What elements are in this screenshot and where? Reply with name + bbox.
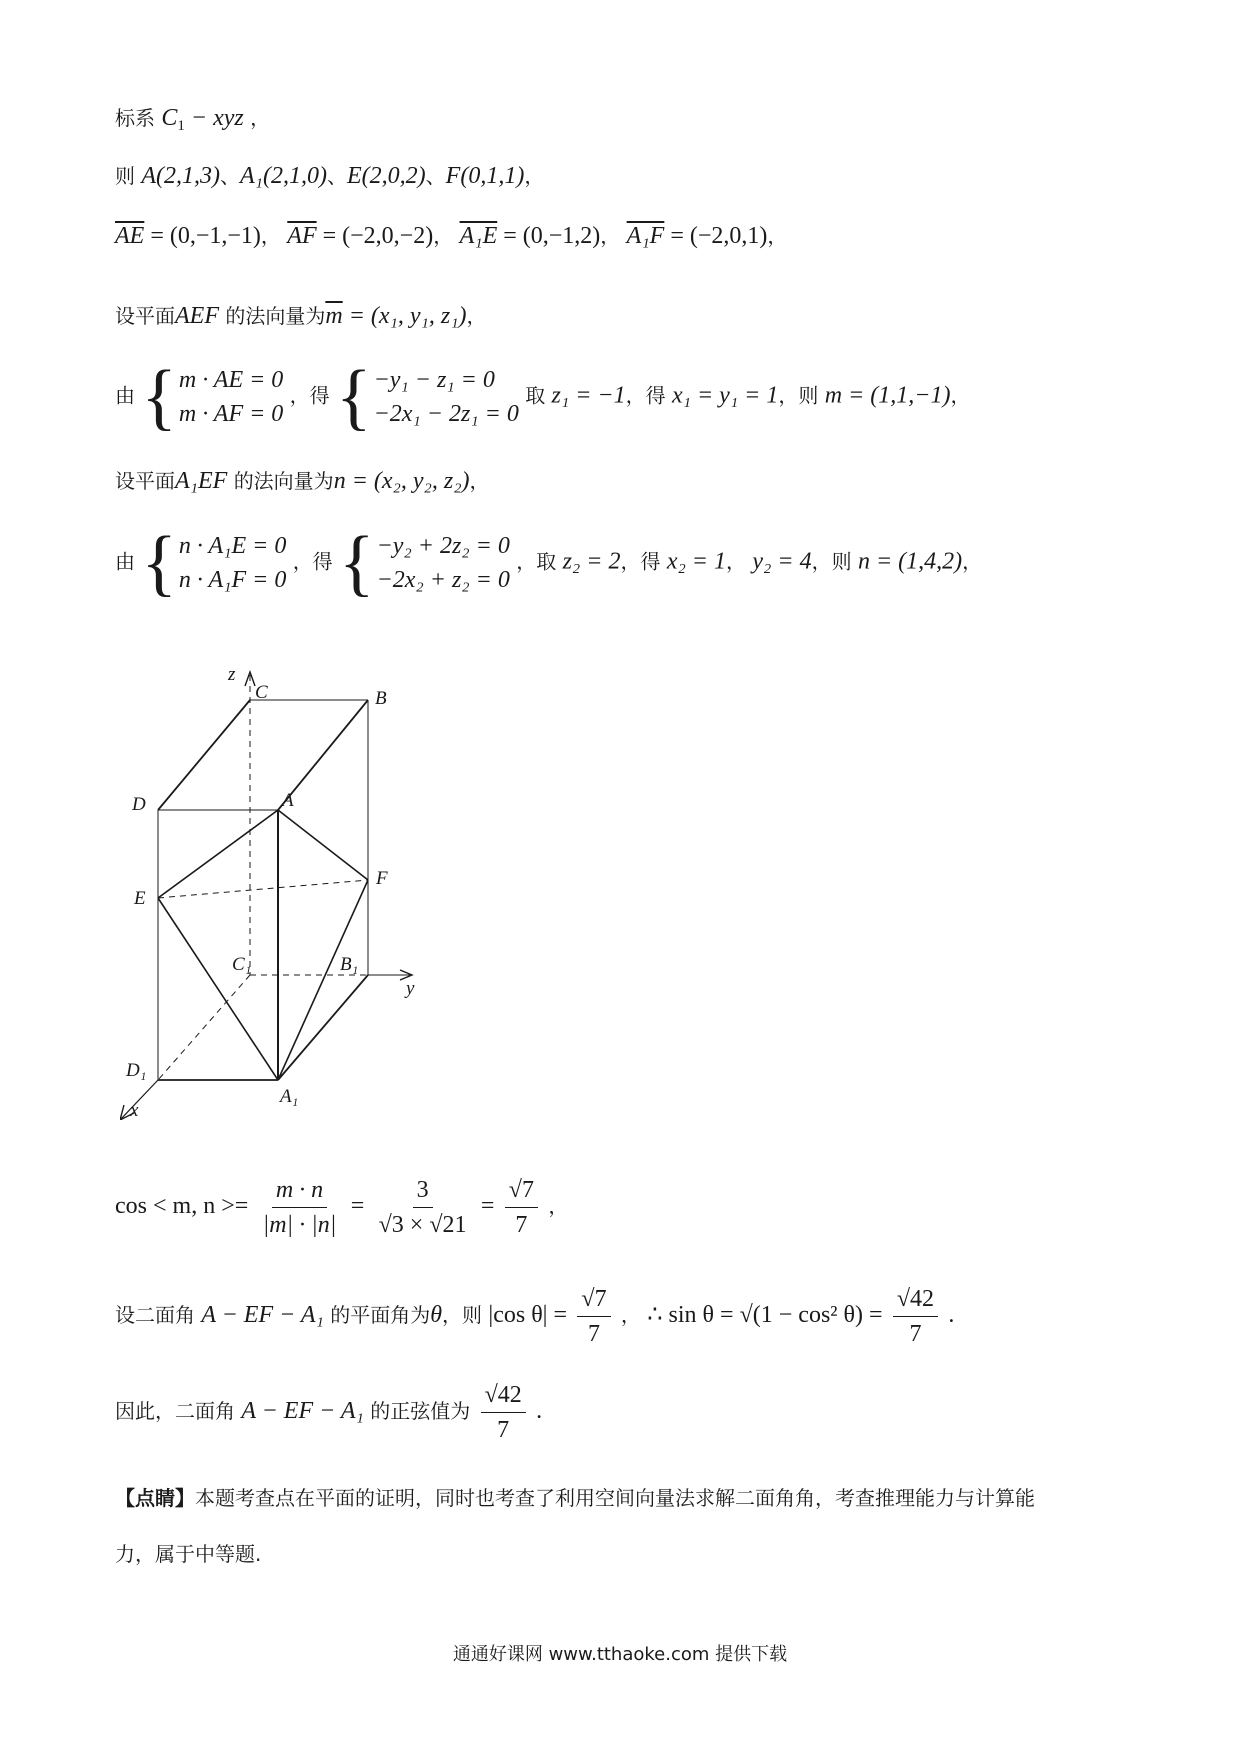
punct: ， bbox=[600, 224, 621, 248]
label-y: y bbox=[406, 978, 415, 999]
punct: 、 bbox=[327, 164, 348, 188]
denominator: 7 bbox=[587, 1321, 600, 1347]
line-points bbox=[115, 160, 544, 190]
abs-cos: |cos θ| = bbox=[488, 1302, 568, 1328]
label-A1: A₁ bbox=[280, 1086, 299, 1107]
punct: ， bbox=[950, 383, 971, 408]
equation: −2x₂ + z₂ = 0 bbox=[376, 567, 510, 593]
numerator: √42 bbox=[893, 1284, 938, 1317]
vector-AF-value: = (−2,0,−2) bbox=[316, 223, 434, 249]
cos-lhs: cos < m, n >= bbox=[115, 1193, 249, 1219]
line-system-m bbox=[115, 356, 971, 438]
equation: n · A₁F = 0 bbox=[178, 567, 287, 593]
line-conclusion bbox=[115, 1380, 542, 1445]
math: x₂ = 1 bbox=[666, 548, 727, 575]
punct: ， bbox=[726, 549, 747, 574]
text: 的正弦值为 bbox=[370, 1399, 471, 1423]
label-B1: B₁ bbox=[340, 954, 359, 975]
math: y₂ = 4 bbox=[752, 548, 812, 575]
equation: −2x₁ − 2z₁ = 0 bbox=[373, 401, 519, 427]
text: 因此，二面角 bbox=[115, 1399, 235, 1423]
math: x₁ = y₁ = 1 bbox=[671, 382, 779, 409]
label-z: z bbox=[228, 664, 236, 685]
text: 由 bbox=[115, 383, 135, 408]
label-D1: D₁ bbox=[126, 1060, 147, 1081]
vector-n-value: n = (x₂, y₂, z₂) bbox=[333, 468, 470, 494]
denominator: √3 × √21 bbox=[378, 1212, 467, 1238]
label-A: A bbox=[282, 790, 294, 811]
label-C: C bbox=[255, 682, 268, 703]
punct: . bbox=[948, 1302, 955, 1328]
fraction-sqrt7-over-7 bbox=[577, 1284, 610, 1349]
note-title: 【点睛】 bbox=[115, 1486, 195, 1510]
sin-expression: ∴ sin θ = √(1 − cos² θ) = bbox=[647, 1302, 883, 1328]
label-C1: C₁ bbox=[232, 954, 252, 975]
punct: . bbox=[536, 1398, 543, 1424]
text: 的平面角为 bbox=[330, 1303, 431, 1327]
punct: ， bbox=[962, 549, 983, 574]
equation: −y₂ + 2z₂ = 0 bbox=[376, 533, 510, 559]
plane-A1EF: A₁EF bbox=[175, 468, 228, 494]
label-x: x bbox=[130, 1100, 139, 1120]
punct: ， bbox=[620, 1303, 641, 1327]
fraction-sqrt7-over-7 bbox=[505, 1175, 538, 1240]
fraction-sqrt42-over-7 bbox=[481, 1380, 526, 1445]
punct: ， bbox=[469, 469, 490, 493]
math-C1: C bbox=[161, 105, 178, 131]
numerator: m · n bbox=[272, 1175, 327, 1208]
text: ，则 bbox=[778, 383, 819, 408]
text: 则 bbox=[115, 164, 135, 188]
vector-AE: $\overline{AE}$ bbox=[115, 223, 145, 249]
dihedral-angle: A − EF − A₁ bbox=[201, 1302, 324, 1328]
fraction-dot-over-norms bbox=[259, 1175, 341, 1240]
note-body: 本题考查点在平面的证明，同时也考查了利用空间向量法求解二面角角，考查推理能力与计算能 bbox=[195, 1486, 1035, 1510]
equation-system-3: { n · A₁E = 0 n · A₁F = 0 bbox=[141, 522, 287, 604]
punct: 、 bbox=[220, 164, 241, 188]
point-A: A(2,1,3) bbox=[141, 163, 221, 189]
text: 标系 bbox=[115, 106, 155, 130]
math: z₂ = 2 bbox=[562, 548, 621, 575]
denominator: 7 bbox=[909, 1321, 922, 1347]
note-body: 力，属于中等题. bbox=[115, 1542, 262, 1566]
punct: ， bbox=[548, 1194, 569, 1218]
text: 设平面 bbox=[115, 304, 175, 328]
text: 的法向量为 bbox=[225, 304, 326, 328]
text: ，得 bbox=[292, 549, 333, 574]
vector-AE-value: = (0,−1,−1) bbox=[144, 223, 261, 249]
text: 设平面 bbox=[115, 469, 175, 493]
line-vectors bbox=[115, 220, 787, 250]
equation-system-1: { m · AE = 0 m · AF = 0 bbox=[141, 356, 284, 438]
numerator: √7 bbox=[505, 1175, 538, 1208]
note-line-1 bbox=[115, 1482, 1035, 1511]
punct: ， bbox=[260, 224, 281, 248]
vector-m: $\overline{m}$ bbox=[325, 303, 343, 329]
line-coordinate-system bbox=[115, 102, 270, 135]
vector-A1E: A₁E bbox=[459, 223, 498, 249]
equation: n · A₁E = 0 bbox=[178, 533, 287, 559]
text: ，则 bbox=[442, 1303, 483, 1327]
vector-m-result: m = (1,1,−1) bbox=[824, 382, 951, 409]
equation: m · AE = 0 bbox=[178, 367, 284, 393]
math: z₁ = −1 bbox=[551, 382, 626, 409]
theta: θ bbox=[430, 1302, 443, 1328]
equals: = bbox=[350, 1193, 365, 1219]
vector-n-result: n = (1,4,2) bbox=[857, 548, 963, 575]
punct: ， bbox=[250, 106, 271, 130]
prism-figure bbox=[120, 650, 460, 1120]
label-D: D bbox=[132, 794, 146, 815]
denominator: 7 bbox=[497, 1417, 510, 1443]
equation: m · AF = 0 bbox=[178, 401, 284, 427]
punct: ， bbox=[466, 304, 487, 328]
plane-AEF: AEF bbox=[175, 303, 219, 329]
fraction-sqrt42-over-7 bbox=[893, 1284, 938, 1349]
text: ，得 bbox=[620, 549, 661, 574]
label-B: B bbox=[375, 688, 387, 709]
vector-A1F-value: = (−2,0,1) bbox=[664, 223, 768, 249]
text: ，取 bbox=[516, 549, 557, 574]
math-xyz: − xyz bbox=[184, 105, 244, 131]
line-normal-n bbox=[115, 465, 490, 495]
text: ，得 bbox=[625, 383, 666, 408]
equation-system-4: { −y₂ + 2z₂ = 0 −2x₂ + z₂ = 0 bbox=[339, 522, 510, 604]
point-A1: A₁(2,1,0) bbox=[240, 163, 328, 189]
line-system-n bbox=[115, 522, 983, 604]
text: ，则 bbox=[811, 549, 852, 574]
equals: = bbox=[480, 1193, 495, 1219]
line-normal-m bbox=[115, 300, 487, 330]
numerator: √7 bbox=[577, 1284, 610, 1317]
punct: ， bbox=[767, 224, 788, 248]
footer: 通通好课网 www.tthaoke.com 提供下载 bbox=[452, 1644, 788, 1665]
equation: −y₁ − z₁ = 0 bbox=[373, 367, 495, 393]
point-F: F(0,1,1) bbox=[445, 163, 525, 189]
denominator: 7 bbox=[515, 1212, 528, 1238]
punct: 、 bbox=[425, 164, 446, 188]
text: 由 bbox=[115, 549, 135, 574]
label-F: F bbox=[376, 868, 388, 889]
math-sub: 1 bbox=[177, 118, 185, 134]
label-E: E bbox=[134, 888, 146, 909]
dihedral-angle: A − EF − A₁ bbox=[241, 1398, 364, 1424]
text: 的法向量为 bbox=[233, 469, 334, 493]
vector-m-value: = (x₁, y₁, z₁) bbox=[342, 303, 467, 329]
fraction-3-over-roots bbox=[375, 1175, 471, 1240]
vector-AF: $\overline{AF}$ bbox=[287, 223, 317, 249]
text: 取 bbox=[525, 383, 546, 408]
note-line-2 bbox=[115, 1538, 261, 1567]
punct: ， bbox=[433, 224, 454, 248]
equation-system-2: { −y₁ − z₁ = 0 −2x₁ − 2z₁ = 0 bbox=[336, 356, 519, 438]
vector-A1F: A₁F bbox=[626, 223, 665, 249]
numerator: √42 bbox=[481, 1380, 526, 1413]
numerator: 3 bbox=[413, 1175, 433, 1208]
line-sin bbox=[115, 1284, 954, 1349]
text: 设二面角 bbox=[115, 1303, 195, 1327]
vector-A1E-value: = (0,−1,2) bbox=[497, 223, 601, 249]
line-cos bbox=[115, 1175, 568, 1240]
punct: ， bbox=[524, 164, 545, 188]
text: ，得 bbox=[289, 383, 330, 408]
point-E: E(2,0,2) bbox=[347, 163, 426, 189]
denominator: |m| · |n| bbox=[262, 1212, 337, 1238]
